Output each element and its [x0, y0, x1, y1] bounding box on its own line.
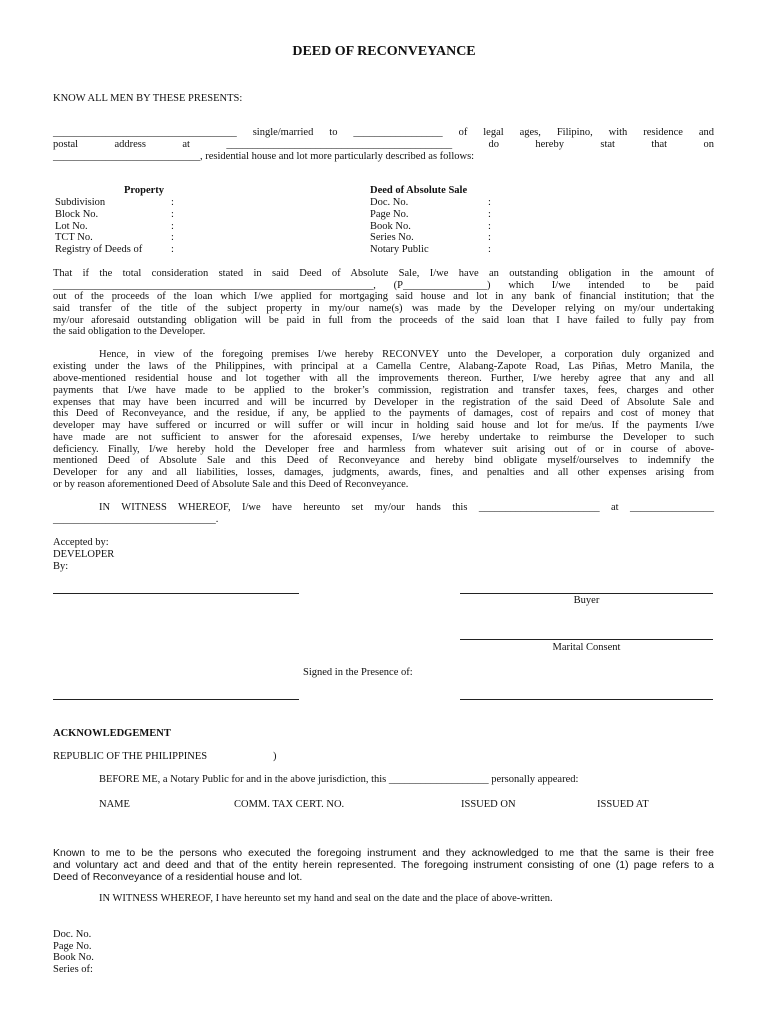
- reconvey-paragraph-line: existing under the laws of the Philippines, with principal at a Camella Centre, Alabang-Zapote Road, Las Piñas, Metro Manila, the: [53, 361, 714, 372]
- notary-row: Series of:: [53, 964, 93, 975]
- by-label: By:: [53, 561, 69, 572]
- intro-line: KNOW ALL MEN BY THESE PRESENTS:: [53, 93, 243, 104]
- developer-label: DEVELOPER: [53, 549, 115, 560]
- deed-of-sale-colon: :: [488, 197, 491, 208]
- deed-of-sale-row: Doc. No.: [370, 197, 409, 208]
- buyer-label: Buyer: [573, 595, 600, 606]
- deed-of-sale-row: Series No.: [370, 232, 414, 243]
- reconvey-paragraph-line: expenses that may have been incurred and will be incurred by Developer in the registration of the said Deed of Absolute Sale and: [53, 397, 714, 408]
- reconvey-paragraph-line: this Deed of Reconveyance, and the residue, if any, be applied to the payments of damages, cost of repairs and cost of money that: [53, 408, 714, 419]
- reconvey-paragraph-line: developer may have suffered or incurred or will suffer or will incur in holding said house and lot for me/us. If the payments I/we: [53, 420, 714, 431]
- reconvey-paragraph-line: payments that I/we have made to be applied to the broker’s commission, registration and transfer taxes, fees, charges and other: [53, 385, 714, 396]
- obligation-paragraph-line: the said obligation to the Developer.: [53, 326, 206, 337]
- party-line-2: postal address at ___________________________________________ do hereby stat that on: [53, 139, 714, 150]
- deed-of-sale-row: Notary Public: [370, 244, 429, 255]
- deed-of-sale-colon: :: [488, 209, 491, 220]
- property-heading: Property: [124, 185, 165, 196]
- reconvey-paragraph-line: have made are not sufficient to answer for the aforesaid expenses, I/we hereby undertake to reimburse the Developer to such: [53, 432, 714, 443]
- known-paragraph-line: and voluntary act and deed and that of the entity herein represented. The foregoing instrument consisting of one (1) page refers to a: [53, 859, 714, 871]
- marital-consent-label: Marital Consent: [552, 642, 621, 653]
- property-row: Registry of Deeds of: [55, 244, 143, 255]
- obligation-paragraph-line: out of the proceeds of the loan which I/we applied for mortgaging said house and lot in any bank of financial institution; that the: [53, 291, 714, 302]
- property-colon: :: [171, 244, 174, 255]
- deed-of-sale-row: Book No.: [370, 221, 411, 232]
- notary-row: Page No.: [53, 941, 92, 952]
- before-me-line: BEFORE ME, a Notary Public for and in the above jurisdiction, this ___________________ personally appeared:: [99, 774, 579, 785]
- column-issued-at: ISSUED AT: [597, 799, 649, 810]
- marital-consent-signature-line: [460, 639, 713, 640]
- obligation-paragraph-line: said transfer of the title of the subject property in my/our name(s) was made by the Developer relying on my/our undertaking: [53, 303, 714, 314]
- property-row: Subdivision: [55, 197, 106, 208]
- property-colon: :: [171, 232, 174, 243]
- reconvey-paragraph-line: Developer for any and all liabilities, losses, damages, judgments, awards, fines, and penalties and all other expenses arising from: [53, 467, 714, 478]
- signed-presence-label: Signed in the Presence of:: [303, 667, 413, 678]
- acknowledgement-heading: ACKNOWLEDGEMENT: [53, 728, 171, 739]
- property-row: TCT No.: [55, 232, 93, 243]
- column-issued-on: ISSUED ON: [461, 799, 516, 810]
- witness-line: IN WITNESS WHEREOF, I/we have hereunto set my/our hands this _______________________ at ________________: [99, 502, 714, 513]
- reconvey-paragraph-line: mentioned Deed of Absolute Sale and this Deed of Reconveyance and hereby bind obligate myself/ourselves to indemnify the: [53, 455, 714, 466]
- witness-signature-line-left: [53, 699, 299, 700]
- reconvey-paragraph-line: or by reason aforementioned Deed of Absolute Sale and this Deed of Reconveyance.: [53, 479, 409, 490]
- obligation-paragraph-line: _____________________________________________________________, (P________________) which I/we intended to be paid: [53, 280, 714, 291]
- reconvey-paragraph-line: above-mentioned residential house and lot together with all the improvements thereon. Further, I/we hereby agree that any and all: [53, 373, 714, 384]
- republic-line: REPUBLIC OF THE PHILIPPINES: [53, 751, 208, 762]
- column-name: NAME: [99, 799, 130, 810]
- accepted-by-label: Accepted by:: [53, 537, 109, 548]
- document-title: DEED OF RECONVEYANCE: [292, 44, 476, 59]
- party-line-3: ____________________________, residential house and lot more particularly described as follows:: [53, 151, 475, 162]
- property-colon: :: [171, 221, 174, 232]
- republic-paren: ): [273, 751, 277, 762]
- deed-of-sale-row: Page No.: [370, 209, 409, 220]
- party-line-1: ___________________________________ single/married to _________________ of legal ages, Filipino, with residence and: [53, 127, 714, 138]
- notary-row: Book No.: [53, 952, 94, 963]
- deed-of-sale-colon: :: [488, 232, 491, 243]
- reconvey-paragraph-line: deficiency. Finally, I/we hereby hold the Developer free and harmless from whatever suit arising out of or in course of above-: [53, 444, 714, 455]
- buyer-signature-line: [460, 593, 713, 594]
- deed-of-sale-colon: :: [488, 244, 491, 255]
- witness-signature-line-right: [460, 699, 713, 700]
- property-colon: :: [171, 197, 174, 208]
- known-paragraph-line: Deed of Reconveyance of a residential house and lot.: [53, 871, 303, 883]
- property-colon: :: [171, 209, 174, 220]
- reconvey-paragraph-line: Hence, in view of the foregoing premises I/we hereby RECONVEY unto the Developer, a corporation duly organized and: [99, 349, 714, 360]
- notary-row: Doc. No.: [53, 929, 92, 940]
- property-row: Lot No.: [55, 221, 88, 232]
- deed-of-sale-colon: :: [488, 221, 491, 232]
- witness-line: _______________________________.: [53, 514, 219, 525]
- obligation-paragraph-line: That if the total consideration stated in said Deed of Absolute Sale, I/we have an outstanding obligation in the amount of: [53, 268, 714, 279]
- obligation-paragraph-line: my/our aforesaid outstanding obligation will be paid in full from the proceeds of the said loan that I have failed to fully pay from: [53, 315, 714, 326]
- witness-seal-line: IN WITNESS WHEREOF, I have hereunto set my hand and seal on the date and the place of above-written.: [99, 893, 553, 904]
- column-comm-tax-cert: COMM. TAX CERT. NO.: [234, 799, 345, 810]
- known-paragraph-line: Known to me to be the persons who executed the foregoing instrument and they acknowledged to me that the same is their free: [53, 847, 714, 859]
- deed-of-sale-heading: Deed of Absolute Sale: [370, 185, 468, 196]
- developer-signature-line: [53, 593, 299, 594]
- property-row: Block No.: [55, 209, 99, 220]
